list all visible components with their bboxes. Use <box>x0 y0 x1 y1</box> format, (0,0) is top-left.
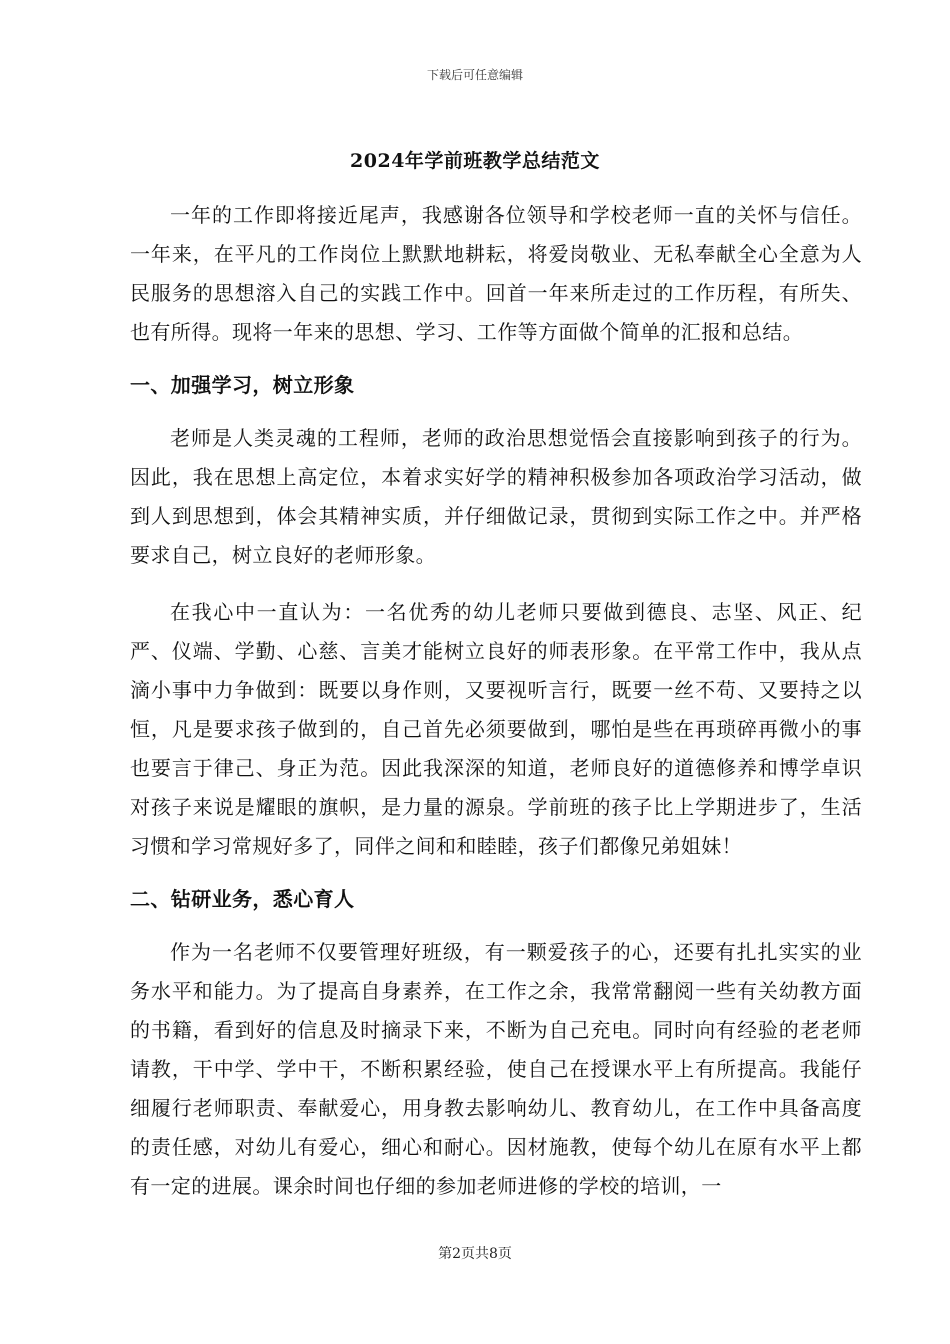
intro-paragraph: 一年的工作即将接近尾声，我感谢各位领导和学校老师一直的关怀与信任。一年来，在平凡的工作岗位上默默地耕耘，将爱岗敬业、无私奉献全心全意为人民服务的思想溶入自己的实践工作中。回首一年来所走过的工作历程，有所失、也有所得。现将一年来的思想、学习、工作等方面做个简单的汇报和总结。 <box>130 203 862 344</box>
document-title: 2024年学前班教学总结范文 <box>350 150 600 172</box>
section-1-paragraph-1: 老师是人类灵魂的工程师，老师的政治思想觉悟会直接影响到孩子的行为。因此，我在思想上高定位，本着求实好学的精神积极参加各项政治学习活动，做到人到思想到，体会其精神实质，并仔细做记录，贯彻到实际工作之中。并严格要求自己，树立良好的老师形象。 <box>130 426 862 567</box>
page-number: 第2页共8页 <box>438 1246 512 1262</box>
section-2-paragraph-1: 作为一名老师不仅要管理好班级，有一颗爱孩子的心，还要有扎扎实实的业务水平和能力。为了提高自身素养，在工作之余，我常常翻阅一些有关幼教方面的书籍，看到好的信息及时摘录下来，不断为自己充电。同时向有经验的老老师请教，干中学、学中干，不断积累经验，使自己在授课水平上有所提高。我能仔细履行老师职责、奉献爱心，用身教去影响幼儿、教育幼儿，在工作中具备高度的责任感，对幼儿有爱心，细心和耐心。因材施教，使每个幼儿在原有水平上都有一定的进展。课余时间也仔细的参加老师进修的学校的培训，一 <box>130 940 862 1198</box>
section-1-heading: 一、加强学习，树立形象 <box>130 373 355 397</box>
section-1-paragraph-2: 在我心中一直认为：一名优秀的幼儿老师只要做到德良、志坚、风正、纪严、仪端、学勤、心慈、言美才能树立良好的师表形象。在平常工作中，我从点滴小事中力争做到：既要以身作则，又要视听言行，既要一丝不苟、又要持之以恒，凡是要求孩子做到的，自己首先必须要做到，哪怕是些在再琐碎再微小的事也要言于律己、身正为范。因此我深深的知道，老师良好的道德修养和博学卓识对孩子来说是耀眼的旗帜，是力量的源泉。学前班的孩子比上学期进步了，生活习惯和学习常规好多了，同伴之间和和睦睦，孩子们都像兄弟姐妹！ <box>130 600 862 858</box>
section-2-heading: 二、钻研业务，悉心育人 <box>130 887 355 911</box>
document-body <box>130 196 862 1206</box>
header-note: 下载后可任意编辑 <box>426 68 523 82</box>
